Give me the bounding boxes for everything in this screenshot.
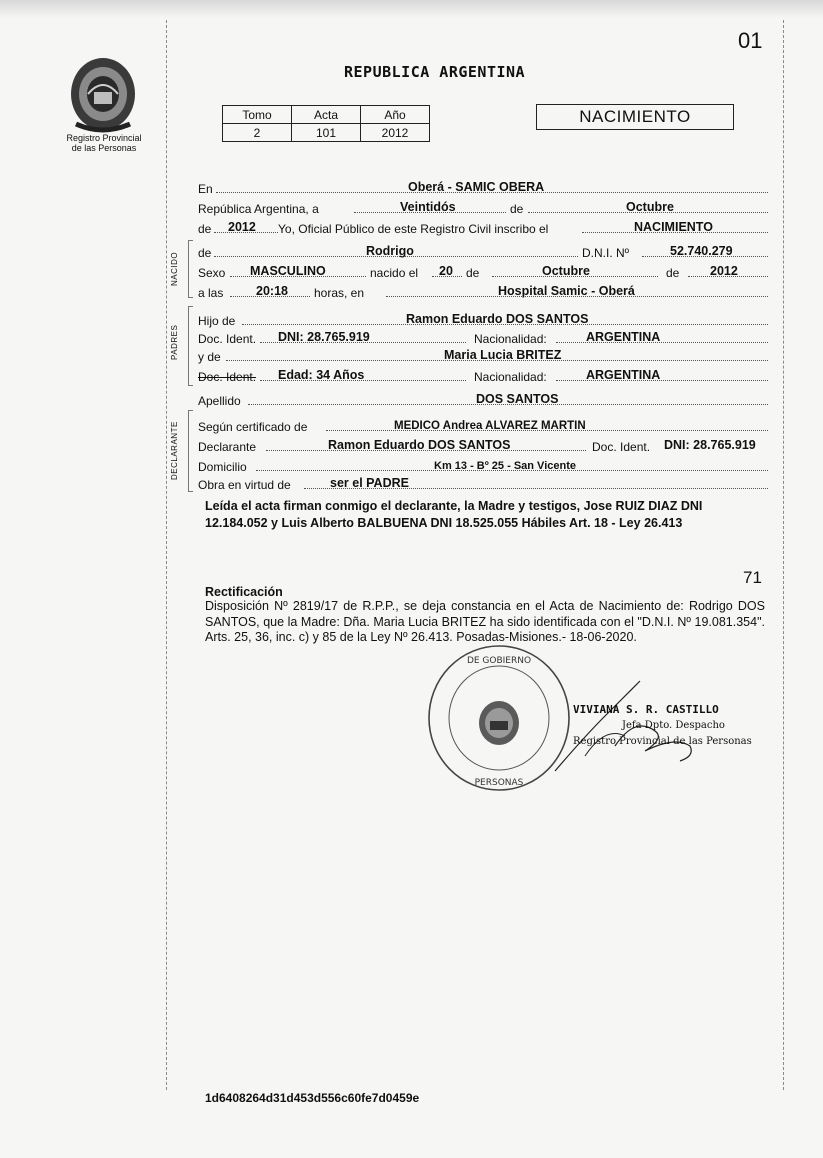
- row-certificado: [198, 416, 768, 434]
- dni-label: D.N.I. Nº: [582, 246, 630, 260]
- page-number: 01: [738, 28, 763, 53]
- apellido-label: Apellido: [198, 394, 241, 408]
- declarante-bracket: [188, 410, 193, 492]
- province-emblem-icon: [66, 54, 140, 134]
- sexo-value: MASCULINO: [250, 264, 326, 278]
- svg-text:DE GOBIERNO: DE GOBIERNO: [466, 656, 532, 666]
- domicilio-label: Domicilio: [198, 460, 247, 474]
- nac2-value: ARGENTINA: [586, 368, 661, 382]
- tomo-acta-ano-table: [222, 105, 430, 142]
- registry-label-line2: de las Personas: [71, 143, 137, 153]
- declarante-value: Ramon Eduardo DOS SANTOS: [328, 438, 511, 452]
- leida-paragraph: Leída el acta firman conmigo el declarante, la Madre y testigos, Jose RUIZ DIAZ DNI 12.184.052 y Luis Alberto BALBUENA DNI 18.525.055 Hábiles Art. 18 - Ley 26.413: [205, 499, 703, 530]
- mes-value: Octubre: [626, 200, 674, 214]
- nacido-mes-value: Octubre: [542, 264, 590, 278]
- ano-header: Año: [361, 106, 430, 124]
- republica-label: República Argentina, a: [198, 202, 319, 216]
- row-republica: [198, 198, 768, 216]
- hijo-label: Hijo de: [198, 314, 236, 328]
- nombre-value: Rodrigo: [366, 244, 414, 258]
- nac2-label: Nacionalidad:: [474, 370, 547, 384]
- rectificacion-body: Disposición Nº 2819/17 de R.P.P., se deja constancia en el Acta de Nacimiento de: Rodrigo DOS SANTOS, que la Madre: Dña. Maria Lucia BRITEZ ha sido identificada con el "D.N.I. Nº 19.081.354". Arts. 25, 36, inc. c) y 85 de la Ley Nº 26.413. Posadas-Misiones.- 18-06-2020.: [205, 599, 765, 644]
- right-margin-line: [783, 20, 784, 1090]
- marginal-number: 71: [743, 568, 762, 587]
- nacido-bracket: [188, 240, 193, 298]
- act-type-box: NACIMIENTO: [536, 104, 734, 130]
- padre-value: Ramon Eduardo DOS SANTOS: [406, 312, 589, 326]
- left-margin-line: [166, 20, 167, 1090]
- declarante-label: Declarante: [198, 440, 257, 454]
- registry-label: [52, 133, 156, 153]
- acta-header: Acta: [292, 106, 361, 124]
- row-hora: [198, 282, 768, 300]
- doc2-value: Edad: 34 Años: [278, 368, 365, 382]
- obra-label: Obra en virtud de: [198, 478, 291, 492]
- de4-label: de: [466, 266, 480, 280]
- tomo-value: 2: [223, 124, 292, 142]
- signature-office: Registro Provincial de las Personas: [573, 736, 752, 747]
- doc3-label: Doc. Ident.: [592, 440, 651, 454]
- padres-bracket: [188, 306, 193, 386]
- row-apellido: [198, 390, 768, 408]
- rectificacion-title: Rectificación: [205, 585, 283, 599]
- registry-label-line1: Registro Provincial: [66, 133, 142, 143]
- svg-text:PERSONAS: PERSONAS: [474, 778, 524, 788]
- de-label: de: [510, 202, 524, 216]
- certificado-value: MEDICO Andrea ALVAREZ MARTIN: [394, 420, 586, 432]
- oficial-label: Yo, Oficial Público de este Registro Civil inscribo el: [278, 222, 549, 236]
- nac1-value: ARGENTINA: [586, 330, 661, 344]
- alas-label: a las: [198, 286, 224, 300]
- horas-label: horas, en: [314, 286, 365, 300]
- nacido-dia-value: 20: [439, 264, 453, 278]
- row-hijo: [198, 310, 768, 328]
- row-madre: [198, 346, 768, 364]
- document-title: REPUBLICA ARGENTINA: [344, 63, 526, 81]
- scan-edge: [0, 0, 823, 18]
- domicilio-value: Km 13 - Bº 25 - San Vicente: [434, 460, 576, 472]
- de5-label: de: [666, 266, 680, 280]
- row-obra: [198, 474, 768, 492]
- apellido-value: DOS SANTOS: [476, 392, 559, 406]
- row-en: [198, 178, 768, 196]
- row-oficial: [198, 218, 768, 236]
- section-padres: PADRES: [170, 324, 179, 360]
- dia-value: Veintidós: [400, 200, 456, 214]
- certificado-label: Según certificado de: [198, 420, 308, 434]
- row-doc2: [198, 366, 768, 384]
- ano-inscripcion-value: 2012: [228, 220, 256, 234]
- signature-title: Jefa Dpto. Despacho: [622, 720, 725, 731]
- de2-label: de: [198, 222, 212, 236]
- inscribo-value: NACIMIENTO: [634, 220, 713, 234]
- ano-value: 2012: [361, 124, 430, 142]
- acta-value: 101: [292, 124, 361, 142]
- doc1-label: Doc. Ident.: [198, 332, 257, 346]
- lugar-value: Hospital Samic - Oberá: [498, 284, 635, 298]
- nac1-label: Nacionalidad:: [474, 332, 547, 346]
- de3-label: de: [198, 246, 212, 260]
- row-declarante: [198, 436, 768, 454]
- row-doc1: [198, 328, 768, 346]
- row-sexo: [198, 262, 768, 280]
- row-domicilio: [198, 456, 768, 474]
- tomo-header: Tomo: [223, 106, 292, 124]
- dni-value: 52.740.279: [670, 244, 733, 258]
- en-label: En: [198, 182, 213, 196]
- nacido-ano-value: 2012: [710, 264, 738, 278]
- document-hash: 1d6408264d31d453d556c60fe7d0459e: [205, 1091, 420, 1105]
- section-nacido: NACIDO: [170, 251, 179, 287]
- yde-label: y de: [198, 350, 221, 364]
- row-nombre: [198, 242, 768, 260]
- signature-name: VIVIANA S. R. CASTILLO: [573, 703, 719, 716]
- obra-value: ser el PADRE: [330, 476, 409, 490]
- nacido-label: nacido el: [370, 266, 419, 280]
- doc1-value: DNI: 28.765.919: [278, 330, 370, 344]
- hora-value: 20:18: [256, 284, 288, 298]
- doc2-label: Doc. Ident.: [198, 370, 257, 384]
- sexo-label: Sexo: [198, 266, 226, 280]
- en-value: Oberá - SAMIC OBERA: [408, 180, 545, 194]
- section-declarante: DECLARANTE: [170, 421, 179, 481]
- doc3-value: DNI: 28.765.919: [664, 438, 756, 452]
- madre-value: Maria Lucia BRITEZ: [444, 348, 562, 362]
